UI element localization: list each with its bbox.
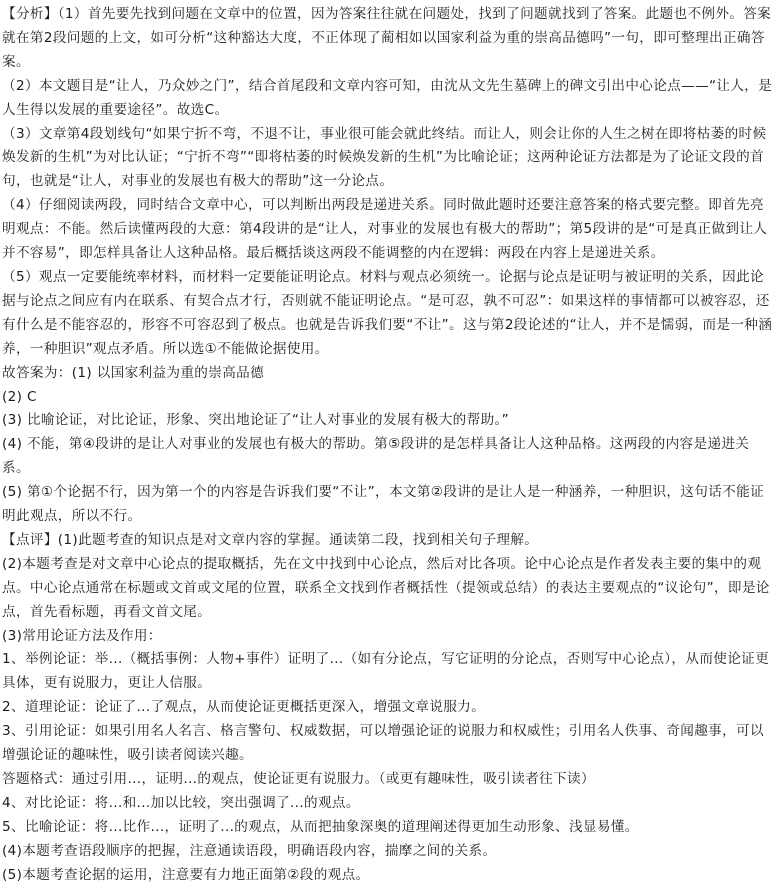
review-paragraph-9: 5、比喻论证：将...比作...，证明了...的观点，从而把抽象深奥的道理阐述得更加生动形象、浅显易懂。 (2, 818, 639, 835)
analysis-paragraph-4: （4）仔细阅读两段，同时结合文章中心，可以判断出两段是递进关系。同时做此题时还要注意答案的格式要完整。即首先亮明观点：不能。然后读懂两段的大意：第4段讲的是“让人，对事业的发展也有极大的帮助”；第5段讲的是“可是真正做到让人并不容易”，即怎样具备让人这种品格。最后概括谈这两段不能调整的内在逻辑：两段在内容上是递进关系。 (2, 197, 768, 262)
review-paragraph-5: 2、道理论证：论证了...了观点，从而使论证更概括更深入，增强文章说服力。 (2, 699, 486, 716)
analysis-section (2, 3, 776, 362)
review-paragraph-7: 答题格式：通过引用...，证明...的观点，使论证更有说服力。（或更有趣味性，吸引读者往下读） (2, 771, 595, 787)
review-paragraph-4: 1、举例论证：举...（概括事例：人物+事件）证明了...（如有分论点，写它证明的分论点，否则写中心论点），从而使论证更具体，更有说服力，更让人信服。 (2, 651, 770, 692)
answer-line-1: 故答案为：(1) 以国家利益为重的崇高品德 (2, 364, 265, 381)
analysis-paragraph-3: （3）文章第4段划线句“如果宁折不弯，不退不让，事业很可能会就此终结。而让人，则会让你的人生之树在即将枯萎的时候焕发新的生机”为对比认证；“宁折不弯”“即将枯萎的时候焕发新的生机”为比喻论证；这两种论证方法都是为了论证文段的首句，也就是“让人，对事业的发展也有极大的帮助”这一分论点。 (2, 125, 767, 190)
document-body (2, 3, 776, 888)
analysis-paragraph-1: 【分析】（1）首先要先找到问题在文章中的位置，因为答案往往就在问题处，找到了问题就找到了答案。此题也不例外。答案就在第2段问题的上文，如可分析“这种豁达大度，不正体现了蔺相如以国家利益为重的崇高品德吗”一句，即可整理出正确答案。 (2, 6, 772, 70)
analysis-paragraph-2: （2）本文题目是“让人，乃众妙之门”，结合首尾段和文章内容可知，由沈从文先生墓碑上的碑文引出中心论点——“让人，是人生得以发展的重要途径”。故选C。 (2, 77, 773, 118)
answer-section (2, 362, 776, 529)
review-paragraph-10: (4)本题考查语段顺序的把握，注意通读语段，明确语段内容，揣摩之间的关系。 (2, 842, 497, 859)
review-paragraph-3: (3)常用论证方法及作用： (2, 627, 162, 644)
review-paragraph-6: 3、引用论证：如果引用名人名言、格言警句、权威数据，可以增强论证的说服力和权威性；引用名人佚事、奇闻趣事，可以增强论证的趣味性，吸引读者阅读兴趣。 (2, 723, 764, 764)
analysis-paragraph-5: （5）观点一定要能统率材料，而材料一定要能证明论点。材料与观点必须统一。论据与论点是证明与被证明的关系，因此论据与论点之间应有内在联系、有契合点才行，否则就不能证明论点。“是可忍，孰不可忍”：如果这样的事情都可以被容忍，还有什么是不能容忍的，形容不可容忍到了极点。也就是告诉我们要“不让”。这与第2段论述的“让人，并不是懦弱，而是一种涵养，一种胆识”观点矛盾。所以选①不能做论据使用。 (2, 268, 773, 357)
review-section (2, 529, 776, 888)
answer-line-5: (5) 第①个论据不行，因为第一个的内容是告诉我们要“不让”，本文第②段讲的是让人是一种涵养，一种胆识，这句话不能证明此观点，所以不行。 (2, 484, 765, 525)
review-paragraph-1: 【点评】(1)此题考查的知识点是对文章内容的掌握。通读第二段，找到相关句子理解。 (2, 531, 539, 548)
answer-line-4: (4) 不能，第④段讲的是让人对事业的发展也有极大的帮助。第⑤段讲的是怎样具备让人这种品格。这两段的内容是递进关系。 (2, 436, 750, 477)
answer-line-2: (2) C (2, 388, 37, 405)
review-paragraph-11: (5)本题考查论据的运用，注意要有力地正面第②段的观点。 (2, 866, 370, 883)
answer-line-3: (3) 比喻论证，对比论证，形象、突出地论证了“让人对事业的发展有极大的帮助。” (2, 412, 510, 429)
review-paragraph-8: 4、对比论证：将...和...加以比较，突出强调了...的观点。 (2, 794, 360, 811)
review-paragraph-2: (2)本题考查是对文章中心论点的提取概括，先在文中找到中心论点，然后对比各项。论中心论点是作者发表主要的集中的观点。中心论点通常在标题或文首或文尾的位置，联系全文找到作者概括性（提领或总结）的表达主要观点的“议论句”，即是论点，首先看标题，再看文首文尾。 (2, 555, 770, 620)
